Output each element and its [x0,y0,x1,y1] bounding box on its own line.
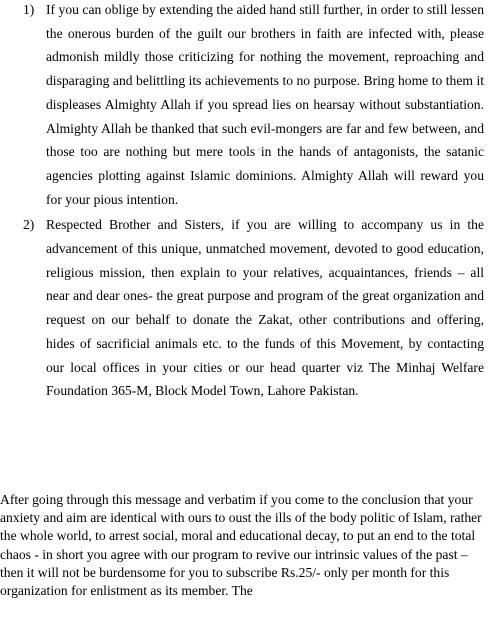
list-item-number: 2) [23,217,35,233]
closing-paragraph: After going through this message and verbatim if you come to the conclusion that your anxiety and aim are identical with ours to oust the ills of the body politic of Islam, rather the whole world, to arrest social, moral and educational decay, to put an end to the total chaos - in short you agree with our program to revive our intrinsic values of the past – then it will not be burdensome for you to subscribe Rs.25/- only per month for this organization for enlistment as its member. The [0,492,482,599]
list-item-text: Respected Brother and Sisters, if you are willing to accompany us in the advancement of this unique, unmatched movement, devoted to good education, religious mission, then explain to your relatives, acquaintances, friends – all near and dear ones- the great purpose and program of the great organization and request on our behalf to donate the Zakat, other contributions and offering, hides of sacrificial animals etc. to the funds of this Movement, by contacting our local offices in your cities or our head quarter viz The Minhaj Welfare Foundation 365-M, Block Model Town, Lahore Pakistan. [46,217,484,399]
list-item [0,213,488,403]
list-item [0,0,488,211]
list-item-number: 1) [23,2,35,17]
list-item-text: If you can oblige by extending the aided hand still further, in order to still lessen the onerous burden of the guilt our brothers in faith are infected with, please admonish mildly those criticizing for nothing the movement, reproaching and disparaging and belittling its achievements to no purpose. Bring home to them it displeases Almighty Allah if you spread lies on hearsay without substantiation. Almighty Allah be thanked that such evil-mongers are far and few between, and those too are nothing but mere tools in the hands of antagonists, the satanic agencies plotting against Islamic dominions. Almighty Allah will reward you for your pious intention. [46,2,484,207]
